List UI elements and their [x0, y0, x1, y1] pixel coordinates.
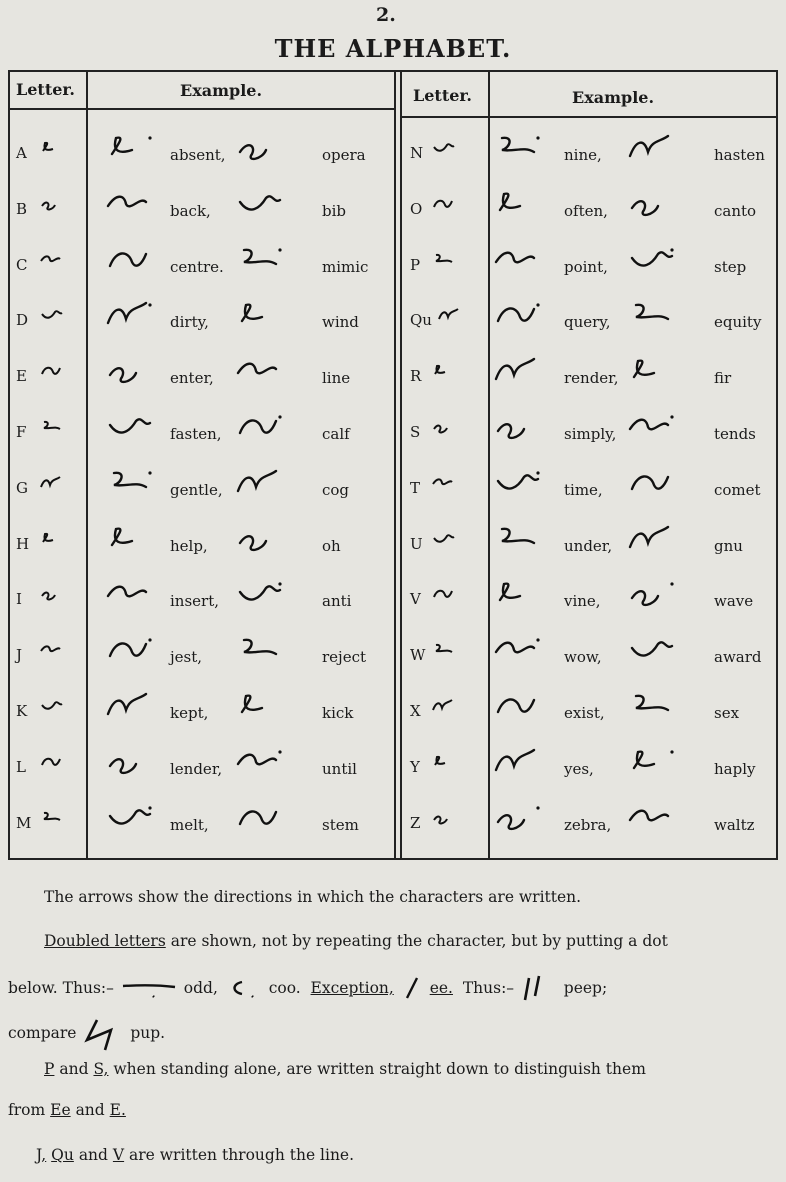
right-shorthand-hasten-icon	[628, 132, 688, 172]
left-letter-sign-j-icon	[40, 642, 64, 668]
left-letter-j: J	[16, 646, 23, 665]
left-example-word: cog	[322, 480, 350, 499]
right-letter-sign-y-icon	[432, 754, 456, 780]
left-letter-sign-a-icon	[40, 140, 64, 166]
left-letter-sign-m-icon	[40, 810, 64, 836]
note-qu: Qu	[51, 1146, 74, 1164]
right-letter-u: U	[410, 534, 423, 553]
right-shorthand-under-icon	[494, 523, 554, 563]
left-example-word: enter,	[170, 369, 214, 388]
right-shorthand-render-icon	[494, 355, 554, 395]
left-letter-c: C	[16, 255, 28, 274]
right-shorthand-award-icon	[628, 634, 688, 674]
left-shorthand-centre-icon	[106, 244, 166, 284]
left-letter-k: K	[16, 702, 28, 720]
right-shorthand-comet-icon	[628, 467, 688, 507]
left-letter-sign-l-icon	[40, 754, 64, 780]
left-shorthand-enter-icon	[106, 355, 166, 395]
right-letter-v: V	[410, 590, 421, 609]
note-from: from	[8, 1101, 46, 1119]
column-divider	[86, 72, 88, 858]
right-shorthand-tends-icon	[628, 411, 688, 451]
left-example-word: stem	[322, 815, 359, 834]
note-from-line	[8, 1101, 126, 1119]
right-letter-sign-p-icon	[432, 252, 456, 278]
right-example-word: render,	[564, 369, 619, 388]
left-letter-e: E	[16, 367, 27, 386]
note-compare-line	[8, 1016, 165, 1052]
right-letter-sign-o-icon	[432, 196, 456, 222]
right-example-word: award	[714, 648, 762, 667]
left-letter-f: F	[16, 423, 27, 441]
note-doubled-term: Doubled letters	[44, 932, 166, 950]
left-shorthand-cog-icon	[236, 467, 296, 507]
note-peep: peep;	[563, 979, 608, 997]
right-letter-y: Y	[410, 757, 420, 776]
right-letter-qu: Qu	[410, 311, 432, 330]
right-letter-sign-w-icon	[432, 642, 456, 668]
left-example-word: calf	[322, 425, 350, 443]
left-letter-d: D	[16, 311, 29, 330]
note-through: are written through the line.	[124, 1146, 355, 1164]
right-example-word: comet	[714, 480, 761, 499]
right-letter-r: R	[410, 367, 422, 386]
right-letter-sign-r-icon	[432, 363, 456, 389]
left-letter-sign-i-icon	[40, 586, 64, 612]
header-letter-right: Letter.	[413, 86, 472, 105]
left-shorthand-kick-icon	[236, 690, 296, 730]
left-example-word: wind	[322, 313, 359, 332]
left-shorthand-dirty-icon	[106, 299, 166, 339]
right-example-word: nine,	[564, 146, 602, 164]
right-shorthand-step-icon	[628, 244, 688, 284]
right-letter-z: Z	[410, 813, 421, 832]
right-shorthand-query-icon	[494, 299, 554, 339]
right-shorthand-waltz-icon	[628, 802, 688, 842]
note-coo: coo.	[268, 979, 301, 997]
column-divider	[488, 72, 490, 858]
right-example-word: simply,	[564, 425, 617, 443]
left-example-word: bib	[322, 201, 347, 220]
left-example-word: anti	[322, 592, 352, 611]
right-letter-sign-qu-icon	[438, 307, 462, 333]
left-shorthand-stem-icon	[236, 802, 296, 842]
right-letter-sign-x-icon	[432, 698, 456, 724]
right-example-word: under,	[564, 536, 613, 555]
right-letter-sign-u-icon	[432, 531, 456, 557]
right-shorthand-time-icon	[494, 467, 554, 507]
right-example-word: gnu	[714, 536, 743, 555]
right-example-word: step	[714, 257, 747, 276]
right-letter-sign-n-icon	[432, 140, 456, 166]
left-shorthand-until-icon	[236, 746, 296, 786]
right-letter-t: T	[410, 478, 421, 497]
header-example-left: Example.	[180, 81, 263, 100]
note-and: and	[59, 1060, 89, 1078]
right-example-word: point,	[564, 257, 608, 276]
header-example-right: Example.	[572, 88, 655, 107]
right-letter-sign-z-icon	[432, 810, 456, 836]
left-example-word: lender,	[170, 759, 223, 778]
left-letter-h: H	[16, 534, 30, 553]
shorthand-slash-icon	[399, 976, 425, 1002]
left-letter-i: I	[16, 590, 22, 609]
right-example-word: canto	[714, 201, 757, 220]
right-shorthand-equity-icon	[628, 299, 688, 339]
left-shorthand-lender-icon	[106, 746, 166, 786]
left-letter-sign-k-icon	[40, 698, 64, 724]
left-letter-sign-f-icon	[40, 419, 64, 445]
right-letter-x: X	[410, 702, 421, 720]
left-letter-m: M	[16, 813, 32, 832]
header-divider	[10, 108, 396, 110]
left-example-word: insert,	[170, 592, 219, 611]
right-example-word: often,	[564, 201, 608, 220]
right-example-word: hasten	[714, 146, 765, 164]
note-exception: Exception,	[310, 979, 394, 997]
note-s: S,	[93, 1060, 109, 1078]
left-example-word: until	[322, 759, 357, 778]
left-letter-sign-c-icon	[40, 252, 64, 278]
note-and2: and	[75, 1101, 105, 1119]
left-example-word: line	[322, 369, 351, 388]
left-shorthand-anti-icon	[236, 578, 296, 618]
right-example-word: haply	[714, 759, 756, 778]
right-shorthand-haply-icon	[628, 746, 688, 786]
left-shorthand-fasten-icon	[106, 411, 166, 451]
left-example-word: help,	[170, 536, 208, 555]
right-example-word: exist,	[564, 704, 605, 722]
left-shorthand-jest-icon	[106, 634, 166, 674]
left-letter-sign-e-icon	[40, 363, 64, 389]
left-example-word: opera	[322, 146, 366, 164]
left-shorthand-gentle-icon	[106, 467, 166, 507]
left-shorthand-calf-icon	[236, 411, 296, 451]
note-e: E.	[109, 1101, 126, 1119]
right-example-word: wave	[714, 592, 754, 611]
right-shorthand-point-icon	[494, 244, 554, 284]
right-example-word: vine,	[564, 592, 601, 611]
right-example-word: wow,	[564, 648, 602, 667]
left-shorthand-absent-icon	[106, 132, 166, 172]
left-example-word: reject	[322, 648, 367, 667]
left-shorthand-bib-icon	[236, 188, 296, 228]
right-letter-sign-v-icon	[432, 586, 456, 612]
left-shorthand-wind-icon	[236, 299, 296, 339]
column-divider	[400, 72, 402, 858]
left-example-word: fasten,	[170, 425, 222, 443]
right-example-word: tends	[714, 425, 756, 443]
left-example-word: kick	[322, 704, 354, 722]
right-shorthand-vine-icon	[494, 578, 554, 618]
left-example-word: kept,	[170, 704, 209, 722]
left-shorthand-back-icon	[106, 188, 166, 228]
left-letter-sign-b-icon	[40, 196, 64, 222]
note-ps	[44, 1060, 646, 1078]
note-and3: and	[78, 1146, 108, 1164]
left-letter-a: A	[16, 144, 27, 162]
left-letter-l: L	[16, 757, 26, 776]
right-letter-n: N	[410, 144, 424, 162]
left-example-word: melt,	[170, 815, 209, 834]
shorthand-peep-icon	[519, 974, 549, 1004]
left-shorthand-line-icon	[236, 355, 296, 395]
note-through-line	[36, 1146, 354, 1164]
right-shorthand-simply-icon	[494, 411, 554, 451]
page-title: THE ALPHABET.	[274, 34, 512, 63]
note-arrows: The arrows show the directions in which the characters are written.	[44, 888, 582, 906]
left-example-word: dirty,	[170, 313, 209, 332]
note-odd: odd,	[183, 979, 218, 997]
header-divider	[400, 116, 776, 118]
left-example-word: back,	[170, 201, 211, 220]
left-shorthand-melt-icon	[106, 802, 166, 842]
right-letter-sign-s-icon	[432, 419, 456, 445]
left-example-word: absent,	[170, 146, 226, 164]
note-doubled-rest: are shown, not by repeating the character, but by putting a dot	[165, 932, 668, 950]
right-shorthand-fir-icon	[628, 355, 688, 395]
left-example-word: centre.	[170, 257, 224, 276]
right-letter-s: S	[410, 423, 421, 441]
left-example-word: jest,	[170, 648, 203, 667]
left-shorthand-insert-icon	[106, 578, 166, 618]
note-pup: pup.	[130, 1024, 166, 1042]
right-example-word: fir	[714, 369, 732, 388]
right-example-word: yes,	[564, 759, 594, 778]
left-letter-g: G	[16, 478, 28, 497]
left-letter-b: B	[16, 199, 28, 218]
right-example-word: waltz	[714, 815, 755, 834]
right-shorthand-nine-icon	[494, 132, 554, 172]
right-letter-p: P	[410, 255, 421, 274]
right-shorthand-exist-icon	[494, 690, 554, 730]
right-shorthand-wave-icon	[628, 578, 688, 618]
alphabet-table	[8, 70, 778, 860]
right-example-word: time,	[564, 480, 603, 499]
right-shorthand-often-icon	[494, 188, 554, 228]
right-shorthand-sex-icon	[628, 690, 688, 730]
header-letter-left: Letter.	[16, 80, 75, 99]
left-example-word: gentle,	[170, 480, 223, 499]
right-letter-sign-t-icon	[432, 475, 456, 501]
left-example-word: oh	[322, 536, 341, 555]
left-example-word: mimic	[322, 257, 369, 276]
right-example-word: sex	[714, 704, 740, 722]
left-shorthand-opera-icon	[236, 132, 296, 172]
note-compare: compare	[8, 1024, 77, 1042]
note-v: V	[112, 1146, 125, 1164]
right-shorthand-yes-icon	[494, 746, 554, 786]
right-shorthand-zebra-icon	[494, 802, 554, 842]
page-number: 2.	[376, 4, 396, 26]
note-ps-rest: when standing alone, are written straight down to distinguish them	[108, 1060, 646, 1078]
left-letter-sign-g-icon	[40, 475, 64, 501]
note-j: J,	[36, 1146, 47, 1164]
shorthand-odd-icon	[119, 978, 179, 1000]
note-below-line	[8, 974, 607, 1004]
shorthand-coo-icon	[228, 978, 264, 1000]
right-example-word: equity	[714, 313, 762, 332]
right-example-word: query,	[564, 313, 611, 332]
left-letter-sign-h-icon	[40, 531, 64, 557]
right-letter-w: W	[410, 646, 426, 665]
right-letter-o: O	[410, 199, 423, 218]
note-ee: ee.	[429, 979, 453, 997]
left-letter-sign-d-icon	[40, 307, 64, 333]
right-shorthand-wow-icon	[494, 634, 554, 674]
shorthand-pup-icon	[81, 1016, 125, 1052]
note-p: P	[44, 1060, 55, 1078]
right-example-word: zebra,	[564, 815, 612, 834]
note-doubled	[44, 932, 668, 950]
left-shorthand-reject-icon	[236, 634, 296, 674]
left-shorthand-mimic-icon	[236, 244, 296, 284]
column-divider	[394, 72, 396, 858]
note-thus2: Thus:–	[462, 979, 515, 997]
note-below-thus: below. Thus:–	[8, 979, 114, 997]
right-shorthand-canto-icon	[628, 188, 688, 228]
note-ee2: Ee	[50, 1101, 71, 1119]
left-shorthand-help-icon	[106, 523, 166, 563]
left-shorthand-oh-icon	[236, 523, 296, 563]
right-shorthand-gnu-icon	[628, 523, 688, 563]
left-shorthand-kept-icon	[106, 690, 166, 730]
